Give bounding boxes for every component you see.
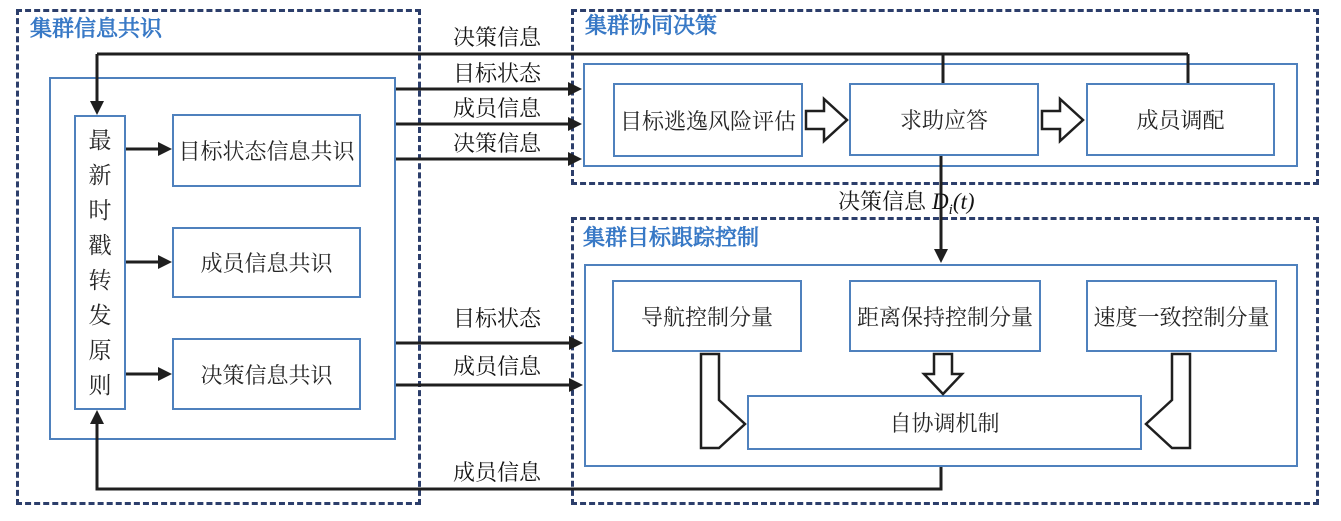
edge-label-decision-info-feedback: 决策信息 [452,25,541,50]
node-label: 速度一致控制分量 [1093,304,1270,330]
edge-label-decision-output-text: 决策信息 [838,189,927,214]
node-label: 求助应答 [899,108,988,133]
edge-label-member-info-feedback: 成员信息 [452,460,541,485]
math-variable-D: D [932,189,949,214]
node-label: 成员信息共识 [200,251,333,276]
node-navigation-control-component [612,280,802,352]
node-label: 目标状态信息共识 [178,139,355,164]
node-decision-info-consensus [172,338,361,410]
node-label: 距离保持控制分量 [856,304,1033,330]
edge-label-decision-info-to-decision: 决策信息 [452,131,541,156]
node-label: 导航控制分量 [640,304,773,330]
region-title-info-consensus: 集群信息共识 [30,16,163,41]
node-self-coordination-mechanism [747,395,1142,450]
math-args-t: (t) [952,189,975,214]
node-velocity-consensus-control-component [1086,280,1277,352]
region-title-tracking-control: 集群目标跟踪控制 [583,225,760,250]
edge-label-decision-output [838,189,975,218]
node-label: 成员调配 [1136,108,1225,133]
node-label: 最新时戳转发原则 [88,126,112,398]
node-help-request-response [849,83,1039,156]
node-member-allocation [1086,83,1275,156]
edge-label-member-info-to-control: 成员信息 [452,354,541,379]
node-label: 决策信息共识 [200,362,333,388]
node-member-info-consensus [172,227,361,298]
node-target-state-info-consensus [172,114,361,187]
node-target-escape-risk-assessment [613,83,803,157]
math-subscript-i: i [948,202,953,218]
region-title-collaborative-decision: 集群协同决策 [585,13,718,38]
edge-label-member-info-to-decision: 成员信息 [452,96,541,121]
edge-label-target-state-to-decision: 目标状态 [452,61,541,86]
edge-label-target-state-to-control: 目标状态 [452,306,541,331]
node-label: 目标逃逸风险评估 [619,108,796,134]
node-distance-keeping-control-component [849,280,1041,352]
node-latest-timestamp-forwarding-principle [74,115,126,410]
node-label: 自协调机制 [889,411,1000,436]
